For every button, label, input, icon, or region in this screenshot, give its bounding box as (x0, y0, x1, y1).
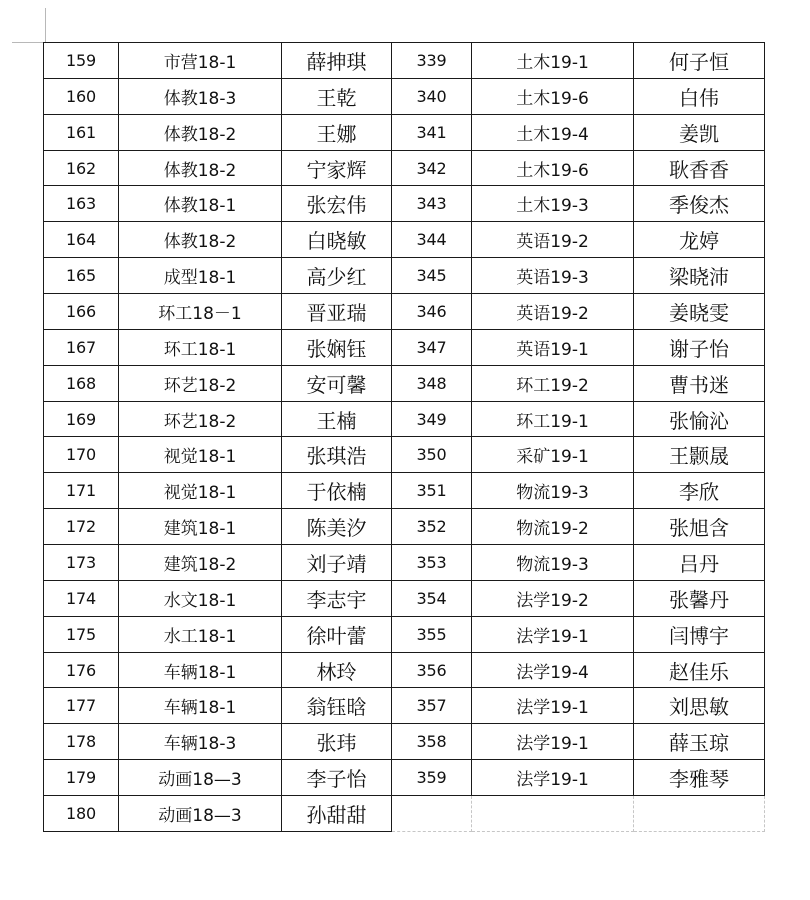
right-seq-number: 358 (392, 724, 472, 760)
left-seq-number: 175 (44, 616, 119, 652)
right-class-name: 环工19-1 (472, 401, 634, 437)
table-row (44, 473, 765, 509)
left-class-name: 车辆18-1 (119, 688, 282, 724)
right-class-name: 英语19-2 (472, 294, 634, 330)
table-row (44, 114, 765, 150)
empty-cell (472, 796, 634, 832)
right-class-name: 土木19-6 (472, 150, 634, 186)
left-student-name: 陈美汐 (282, 509, 392, 545)
table-row (44, 401, 765, 437)
right-student-name: 李欣 (634, 473, 765, 509)
left-student-name: 高少红 (282, 258, 392, 294)
right-student-name: 何子恒 (634, 43, 765, 79)
empty-cell (392, 796, 472, 832)
right-seq-number: 353 (392, 545, 472, 581)
right-student-name: 龙婷 (634, 222, 765, 258)
right-seq-number: 340 (392, 78, 472, 114)
left-student-name: 安可馨 (282, 365, 392, 401)
student-roster-table (43, 42, 765, 832)
right-seq-number: 359 (392, 760, 472, 796)
left-student-name: 白晓敏 (282, 222, 392, 258)
left-class-name: 体教18-2 (119, 150, 282, 186)
right-student-name: 李雅琴 (634, 760, 765, 796)
right-student-name: 薛玉琼 (634, 724, 765, 760)
right-class-name: 法学19-1 (472, 688, 634, 724)
table-row (44, 509, 765, 545)
left-seq-number: 160 (44, 78, 119, 114)
left-class-name: 视觉18-1 (119, 437, 282, 473)
right-seq-number: 354 (392, 580, 472, 616)
left-class-name: 动画18—3 (119, 796, 282, 832)
left-student-name: 李子怡 (282, 760, 392, 796)
right-seq-number: 352 (392, 509, 472, 545)
right-student-name: 闫博宇 (634, 616, 765, 652)
right-class-name: 物流19-3 (472, 473, 634, 509)
right-seq-number: 349 (392, 401, 472, 437)
left-class-name: 成型18-1 (119, 258, 282, 294)
right-student-name: 季俊杰 (634, 186, 765, 222)
right-seq-number: 342 (392, 150, 472, 186)
left-class-name: 车辆18-3 (119, 724, 282, 760)
left-seq-number: 176 (44, 652, 119, 688)
left-student-name: 林玲 (282, 652, 392, 688)
right-student-name: 张馨丹 (634, 580, 765, 616)
left-student-name: 翁钰晗 (282, 688, 392, 724)
left-seq-number: 179 (44, 760, 119, 796)
table-row (44, 616, 765, 652)
left-seq-number: 168 (44, 365, 119, 401)
left-seq-number: 180 (44, 796, 119, 832)
right-class-name: 采矿19-1 (472, 437, 634, 473)
table-row (44, 258, 765, 294)
left-seq-number: 161 (44, 114, 119, 150)
left-class-name: 体教18-3 (119, 78, 282, 114)
right-seq-number: 339 (392, 43, 472, 79)
right-student-name: 吕丹 (634, 545, 765, 581)
table-row (44, 724, 765, 760)
left-class-name: 建筑18-1 (119, 509, 282, 545)
left-seq-number: 163 (44, 186, 119, 222)
right-student-name: 梁晓沛 (634, 258, 765, 294)
table-row (44, 688, 765, 724)
right-seq-number: 356 (392, 652, 472, 688)
right-class-name: 物流19-3 (472, 545, 634, 581)
left-student-name: 王娜 (282, 114, 392, 150)
left-seq-number: 166 (44, 294, 119, 330)
right-class-name: 英语19-2 (472, 222, 634, 258)
right-student-name: 王颢晟 (634, 437, 765, 473)
right-student-name: 张愉沁 (634, 401, 765, 437)
right-student-name: 耿香香 (634, 150, 765, 186)
left-student-name: 宁家辉 (282, 150, 392, 186)
right-class-name: 法学19-1 (472, 760, 634, 796)
table-row (44, 652, 765, 688)
right-class-name: 英语19-1 (472, 329, 634, 365)
table-row (44, 545, 765, 581)
left-student-name: 于依楠 (282, 473, 392, 509)
right-class-name: 法学19-1 (472, 724, 634, 760)
right-student-name: 赵佳乐 (634, 652, 765, 688)
left-class-name: 水工18-1 (119, 616, 282, 652)
right-student-name: 姜凯 (634, 114, 765, 150)
left-student-name: 张琪浩 (282, 437, 392, 473)
right-seq-number: 348 (392, 365, 472, 401)
right-seq-number: 345 (392, 258, 472, 294)
left-seq-number: 165 (44, 258, 119, 294)
left-class-name: 视觉18-1 (119, 473, 282, 509)
table-row (44, 796, 765, 832)
table-row (44, 365, 765, 401)
right-seq-number: 347 (392, 329, 472, 365)
left-seq-number: 178 (44, 724, 119, 760)
right-class-name: 土木19-3 (472, 186, 634, 222)
table-row (44, 580, 765, 616)
right-seq-number: 350 (392, 437, 472, 473)
right-class-name: 物流19-2 (472, 509, 634, 545)
left-student-name: 王乾 (282, 78, 392, 114)
left-student-name: 徐叶蕾 (282, 616, 392, 652)
left-seq-number: 177 (44, 688, 119, 724)
right-seq-number: 351 (392, 473, 472, 509)
left-seq-number: 170 (44, 437, 119, 473)
table-row (44, 43, 765, 79)
left-seq-number: 169 (44, 401, 119, 437)
left-student-name: 刘子靖 (282, 545, 392, 581)
left-class-name: 环艺18-2 (119, 365, 282, 401)
left-class-name: 市营18-1 (119, 43, 282, 79)
left-seq-number: 162 (44, 150, 119, 186)
table-row (44, 329, 765, 365)
left-seq-number: 171 (44, 473, 119, 509)
left-class-name: 环工18-1 (119, 329, 282, 365)
right-class-name: 土木19-1 (472, 43, 634, 79)
right-class-name: 英语19-3 (472, 258, 634, 294)
right-class-name: 法学19-1 (472, 616, 634, 652)
right-student-name: 白伟 (634, 78, 765, 114)
right-seq-number: 355 (392, 616, 472, 652)
right-student-name: 张旭含 (634, 509, 765, 545)
right-seq-number: 341 (392, 114, 472, 150)
right-student-name: 谢子怡 (634, 329, 765, 365)
table-row (44, 437, 765, 473)
right-class-name: 法学19-4 (472, 652, 634, 688)
right-student-name: 曹书迷 (634, 365, 765, 401)
left-class-name: 动画18—3 (119, 760, 282, 796)
right-seq-number: 343 (392, 186, 472, 222)
table-row (44, 186, 765, 222)
left-student-name: 李志宇 (282, 580, 392, 616)
left-student-name: 孙甜甜 (282, 796, 392, 832)
right-class-name: 法学19-2 (472, 580, 634, 616)
left-student-name: 薛抻琪 (282, 43, 392, 79)
left-class-name: 车辆18-1 (119, 652, 282, 688)
empty-cell (634, 796, 765, 832)
table-row (44, 150, 765, 186)
page-crop-mark-horizontal (12, 42, 45, 43)
right-class-name: 环工19-2 (472, 365, 634, 401)
left-class-name: 环艺18-2 (119, 401, 282, 437)
right-seq-number: 357 (392, 688, 472, 724)
left-class-name: 体教18-2 (119, 114, 282, 150)
left-seq-number: 164 (44, 222, 119, 258)
left-student-name: 张娴钰 (282, 329, 392, 365)
right-class-name: 土木19-4 (472, 114, 634, 150)
left-seq-number: 173 (44, 545, 119, 581)
left-seq-number: 174 (44, 580, 119, 616)
right-student-name: 刘思敏 (634, 688, 765, 724)
left-seq-number: 167 (44, 329, 119, 365)
right-seq-number: 344 (392, 222, 472, 258)
left-class-name: 建筑18-2 (119, 545, 282, 581)
left-student-name: 晋亚瑞 (282, 294, 392, 330)
table-row (44, 78, 765, 114)
right-student-name: 姜晓雯 (634, 294, 765, 330)
table-row (44, 760, 765, 796)
page-crop-mark-vertical (45, 8, 46, 42)
roster-body (44, 43, 765, 832)
right-seq-number: 346 (392, 294, 472, 330)
left-seq-number: 159 (44, 43, 119, 79)
right-class-name: 土木19-6 (472, 78, 634, 114)
left-class-name: 体教18-2 (119, 222, 282, 258)
left-class-name: 体教18-1 (119, 186, 282, 222)
left-class-name: 环工18－1 (119, 294, 282, 330)
table-row (44, 222, 765, 258)
table-row (44, 294, 765, 330)
left-student-name: 张玮 (282, 724, 392, 760)
left-student-name: 张宏伟 (282, 186, 392, 222)
left-seq-number: 172 (44, 509, 119, 545)
left-student-name: 王楠 (282, 401, 392, 437)
left-class-name: 水文18-1 (119, 580, 282, 616)
